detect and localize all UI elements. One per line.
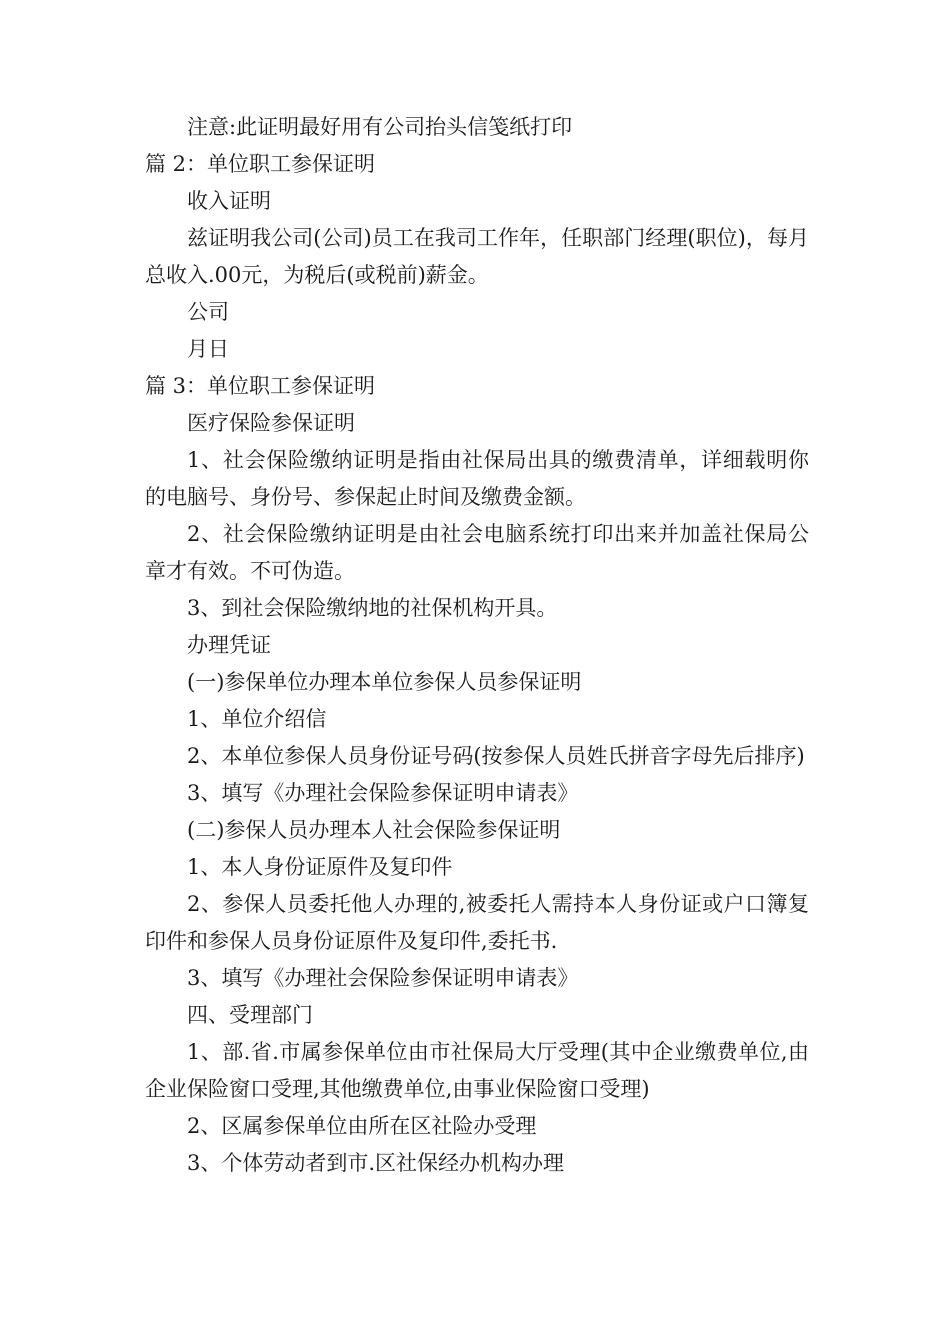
subsection-title: 四、受理部门 xyxy=(187,1003,313,1027)
section-heading-3: 篇 3：单位职工参保证明 xyxy=(145,374,376,398)
list-item: 2、区属参保单位由所在区社险办受理 xyxy=(187,1114,537,1138)
list-item: 1、单位介绍信 xyxy=(187,707,327,731)
list-item: 3、填写《办理社会保险参保证明申请表》 xyxy=(187,966,579,990)
date-line: 月日 xyxy=(187,337,229,361)
subsection-title: (一)参保单位办理本单位参保人员参保证明 xyxy=(187,670,582,694)
medical-insurance-title: 医疗保险参保证明 xyxy=(187,411,355,435)
list-item: 3、到社会保险缴纳地的社保机构开具。 xyxy=(187,596,558,620)
list-item: 2、社会保险缴纳证明是由社会电脑系统打印出来并加盖社保局公章才有效。不可伪造。 xyxy=(145,522,809,583)
list-item: 1、本人身份证原件及复印件 xyxy=(187,855,453,879)
list-item: 1、社会保险缴纳证明是指由社保局出具的缴费清单，详细载明你的电脑号、身份号、参保起止时间及缴费金额。 xyxy=(145,448,809,509)
list-item: 2、本单位参保人员身份证号码(按参保人员姓氏拼音字母先后排序) xyxy=(187,744,805,768)
note-line: 注意:此证明最好用有公司抬头信笺纸打印 xyxy=(187,115,573,139)
list-item: 1、部.省.市属参保单位由市社保局大厅受理(其中企业缴费单位,由企业保险窗口受理,其他缴费单位,由事业保险窗口受理) xyxy=(145,1040,809,1101)
document-page xyxy=(145,109,809,1182)
company-signature: 公司 xyxy=(187,300,229,324)
list-item: 3、填写《办理社会保险参保证明申请表》 xyxy=(187,781,579,805)
income-proof-body: 兹证明我公司(公司)员工在我司工作年，任职部门经理(职位)，每月总收入.00元，为税后(或税前)薪金。 xyxy=(145,226,809,287)
section-heading-2: 篇 2：单位职工参保证明 xyxy=(145,152,376,176)
subsection-title: 办理凭证 xyxy=(187,633,271,657)
list-item: 2、参保人员委托他人办理的,被委托人需持本人身份证或户口簿复印件和参保人员身份证原件及复印件,委托书. xyxy=(145,892,809,953)
income-proof-title: 收入证明 xyxy=(187,189,271,213)
list-item: 3、个体劳动者到市.区社保经办机构办理 xyxy=(187,1151,565,1175)
subsection-title: (二)参保人员办理本人社会保险参保证明 xyxy=(187,818,561,842)
